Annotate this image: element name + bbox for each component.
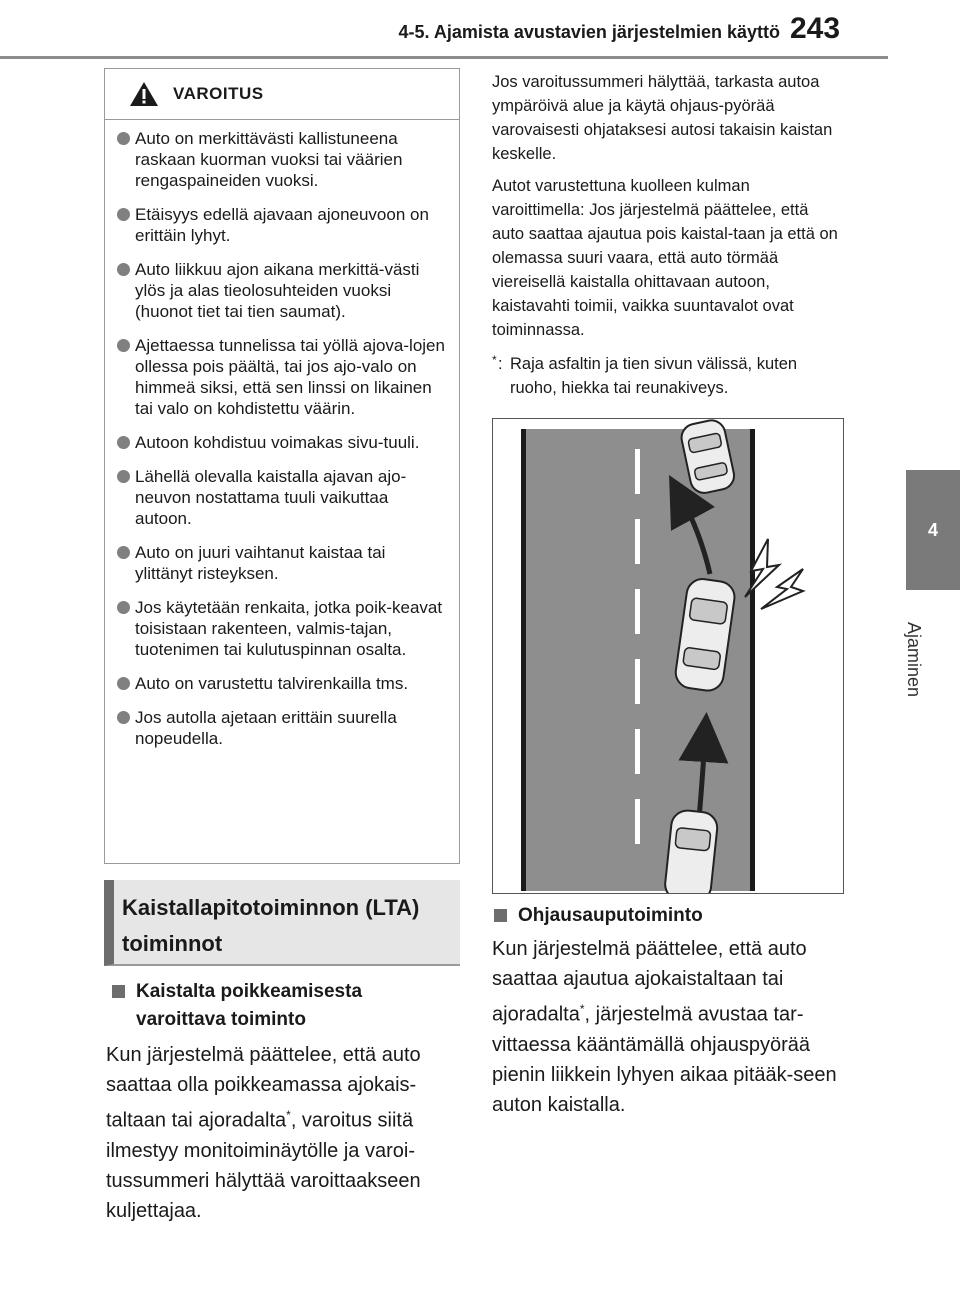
lane-illustration (492, 418, 844, 894)
steering-assist-title: Ohjausauputoiminto (518, 905, 703, 926)
square-bullet-icon (494, 909, 507, 922)
road-edge-right (750, 429, 755, 891)
steering-assist-heading (494, 902, 844, 930)
warning-item: Auto on varustettu talvirenkailla tms. (117, 673, 447, 694)
warning-triangle-icon (129, 81, 159, 107)
lane-departure-heading (112, 978, 462, 1034)
warning-title: VAROITUS (173, 84, 264, 103)
bullet-icon (117, 711, 130, 724)
warning-item: Jos käytetään renkaita, jotka poik-keavat toisistaan rakenteen, valmis-tajan, tuotenimen tai kulutuspinnan osalta. (117, 597, 447, 660)
warning-box (104, 68, 460, 864)
warning-header (105, 69, 459, 120)
warning-item: Ajettaessa tunnelissa tai yöllä ajova-lojen ollessa pois päältä, tai jos ajo-valo on himmeä siksi, että sen linssi on likainen tai valo on kohdistettu väärin. (117, 335, 447, 419)
bullet-icon (117, 436, 130, 449)
section-heading (104, 880, 460, 966)
warning-item: Auto liikkuu ajon aikana merkittä-västi ylös ja alas tieolosuhteiden vuoksi (huonot tiet tai tien saumat). (117, 259, 447, 322)
warning-item: Auto on merkittävästi kallistuneena raskaan kuorman vuoksi tai väärien rengaspaineiden vuoksi. (117, 128, 447, 191)
bullet-icon (117, 339, 130, 352)
bullet-icon (117, 132, 130, 145)
bullet-icon (117, 677, 130, 690)
section-heading-line1: Kaistallapitotoiminnon (LTA) (122, 895, 420, 920)
footnote-colon: : (498, 355, 503, 373)
chapter-section-title: 4-5. Ajamista avustavien järjestelmien käyttö (398, 22, 780, 42)
square-bullet-icon (112, 985, 125, 998)
chapter-tab (906, 470, 960, 590)
bullet-icon (117, 546, 130, 559)
page-number: 243 (790, 12, 841, 45)
chapter-number: 4 (927, 519, 938, 540)
bullet-icon (117, 208, 130, 221)
lane-diagram (493, 419, 843, 893)
footnote-star: * (492, 353, 497, 367)
footnote-text: Raja asfaltin ja tien sivun välissä, kuten ruoho, hiekka tai reunakiveys. (510, 355, 798, 397)
warning-item: Auto on juuri vaihtanut kaistaa tai ylittänyt risteyksen. (117, 542, 447, 584)
buzzer-paragraph: Jos varoitussummeri hälyttää, tarkasta autoa ympäröivä alue ja käytä ohjaus-pyörää varovaisesti ohjataksesi autosi takaisin kaistan keskelle. (492, 73, 833, 163)
lane-departure-title-line2: varoittava toiminto (136, 1009, 306, 1030)
lane-departure-body: Kun järjestelmä päättelee, että auto saattaa olla poikkeamassa ajokais-taltaan tai ajoradalta*, varoitus siitä ilmestyy monitoiminäytölle ja varoi-tussummeri hälyttää varoittaakseen kuljettajaa. (106, 1044, 421, 1222)
warning-item: Lähellä olevalla kaistalla ajavan ajo-neuvon nostattama tuuli vaikuttaa autoon. (117, 466, 447, 529)
warning-item: Etäisyys edellä ajavaan ajoneuvoon on erittäin lyhyt. (117, 204, 447, 246)
lane-departure-title-line1: Kaistalta poikkeamisesta (136, 981, 363, 1002)
bullet-icon (117, 601, 130, 614)
steering-assist-body: Kun järjestelmä päättelee, että auto saattaa ajautua ajokaistaltaan tai ajoradalta*, järjestelmä avustaa tar-vittaessa kääntämällä ohjauspyörää pienin liikkein lyhyen aikaa pitääk-seen auton kaistalla. (492, 938, 837, 1116)
footnote (492, 352, 842, 400)
road-edge-left (521, 429, 526, 891)
warning-item: Autoon kohdistuu voimakas sivu-tuuli. (117, 432, 447, 453)
bullet-icon (117, 470, 130, 483)
section-heading-line2: toiminnot (122, 931, 223, 956)
blind-spot-paragraph: Autot varustettuna kuolleen kulman varoittimella: Jos järjestelmä päättelee, että auto saattaa ajautua pois kaistal-taan ja että on olemassa suuri vaara, että auto törmää viereisellä kaistalla ohittavaan autoon, kaistavahti toimii, vaikka suuntavalot ovat toiminnassa. (492, 177, 838, 339)
bullet-icon (117, 263, 130, 276)
warning-item: Jos autolla ajetaan erittäin suurella nopeudella. (117, 707, 447, 749)
header-divider (0, 56, 888, 59)
car-bottom (664, 809, 719, 893)
warning-list (105, 120, 459, 749)
chapter-label: Ajaminen (904, 622, 924, 698)
